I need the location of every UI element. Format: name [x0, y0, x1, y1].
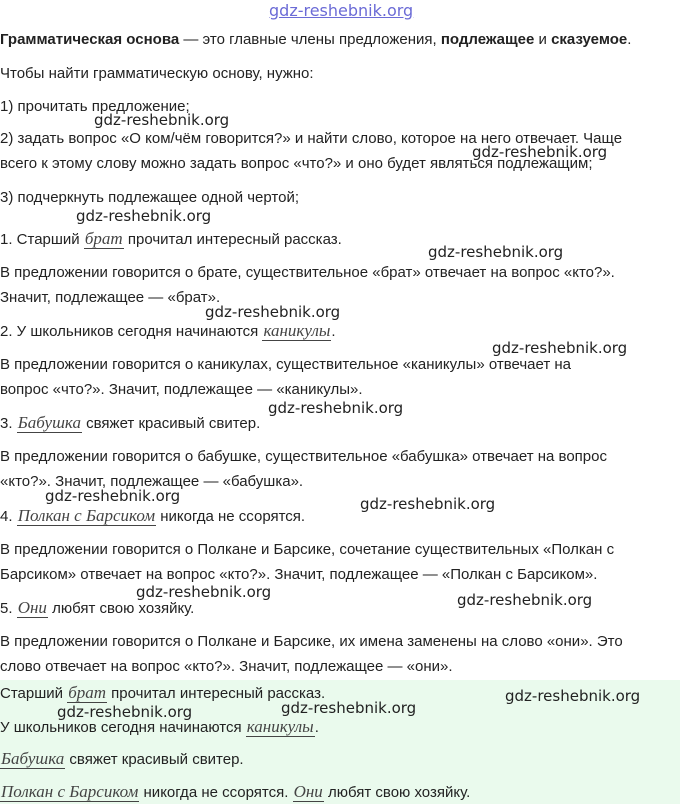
answer-text: Старший — [0, 685, 68, 702]
how-to-line: Чтобы найти грамматическую основу, нужно: — [0, 65, 314, 82]
step-3: 3) подчеркнуть подлежащее одной чертой; — [0, 189, 300, 206]
step-2-line-2: всего к этому слову можно задать вопрос «что?» и оно будет являться подлежащим; — [0, 155, 593, 172]
underlined-subject: Полкан с Барсиком — [1, 782, 139, 801]
example-4-explanation-2: Барсиком» отвечает на вопрос «кто?». Значит, подлежащее — «Полкан с Барсиком». — [0, 566, 598, 583]
step-2-line-1: 2) задать вопрос «О ком/чём говорится?» и найти слово, которое на него отвечает. Чаще — [0, 130, 623, 147]
example-4-sentence — [0, 503, 305, 529]
step-1: 1) прочитать предложение; — [0, 98, 190, 115]
watermark: gdz-reshebnik.org — [505, 687, 641, 705]
example-text: 3. — [0, 415, 17, 432]
example-5-explanation-1: В предложении говорится о Полкане и Барсике, их имена заменены на слово «они». Это — [0, 633, 623, 650]
example-text: свяжет красивый свитер. — [81, 415, 261, 432]
watermark: gdz-reshebnik.org — [428, 243, 564, 261]
underlined-subject: Бабушка — [1, 749, 65, 768]
watermark: gdz-reshebnik.org — [94, 111, 230, 129]
underlined-subject: Они — [17, 598, 47, 617]
answer-text: прочитал интересный рассказ. — [107, 685, 326, 702]
example-1-sentence — [0, 226, 342, 252]
example-text: 4. — [0, 508, 17, 525]
underlined-subject: брат — [84, 229, 123, 248]
answer-line-3 — [0, 746, 244, 772]
answer-line-4 — [0, 779, 470, 805]
underlined-subject: каникулы — [246, 717, 314, 736]
definition-text: — это главные члены предложения, — [179, 31, 441, 48]
watermark: gdz-reshebnik.org — [268, 399, 404, 417]
answer-text: У школьников сегодня начинаются — [0, 719, 246, 736]
watermark: gdz-reshebnik.org — [57, 703, 193, 721]
predicate-bold: сказуемое — [551, 31, 628, 48]
example-text: любят свою хозяйку. — [47, 600, 195, 617]
period: . — [627, 31, 632, 48]
watermark: gdz-reshebnik.org — [457, 591, 593, 609]
example-text: . — [331, 323, 336, 340]
watermark: gdz-reshebnik.org — [205, 303, 341, 321]
example-3-sentence — [0, 410, 260, 436]
subject-bold: подлежащее — [440, 31, 535, 48]
example-2-explanation-2: вопрос «что?». Значит, подлежащее — «каникулы». — [0, 381, 363, 398]
watermark: gdz-reshebnik.org — [76, 207, 212, 225]
example-text: прочитал интересный рассказ. — [123, 231, 342, 248]
example-3-explanation-1: В предложении говорится о бабушке, существительное «бабушка» отвечает на вопрос — [0, 448, 607, 465]
answer-text: любят свою хозяйку. — [323, 784, 471, 801]
answer-text: . — [314, 719, 319, 736]
and-text: и — [534, 31, 552, 48]
underlined-subject: Они — [293, 782, 323, 801]
watermark-top[interactable]: gdz-reshebnik.org — [269, 1, 414, 20]
watermark: gdz-reshebnik.org — [136, 583, 272, 601]
underlined-subject: Полкан с Барсиком — [17, 506, 156, 525]
definition-line — [0, 27, 631, 52]
example-1-explanation-2: Значит, подлежащее — «брат». — [0, 289, 221, 306]
example-text: никогда не ссорятся. — [156, 508, 306, 525]
example-text: 5. — [0, 600, 17, 617]
example-text: 2. У школьников сегодня начинаются — [0, 323, 263, 340]
example-text: 1. Старший — [0, 231, 84, 248]
underlined-subject: брат — [68, 683, 107, 702]
example-4-explanation-1: В предложении говорится о Полкане и Барсике, сочетание существительных «Полкан с — [0, 541, 615, 558]
watermark: gdz-reshebnik.org — [472, 143, 608, 161]
example-2-sentence — [0, 318, 336, 344]
term-bold: Грамматическая основа — [0, 31, 180, 48]
watermark: gdz-reshebnik.org — [360, 495, 496, 513]
underlined-subject: Бабушка — [17, 413, 81, 432]
answer-text: свяжет красивый свитер. — [65, 751, 244, 768]
watermark: gdz-reshebnik.org — [45, 487, 181, 505]
watermark: gdz-reshebnik.org — [492, 339, 628, 357]
answer-text: никогда не ссорятся. — [139, 784, 293, 801]
watermark: gdz-reshebnik.org — [281, 699, 417, 717]
example-2-explanation-1: В предложении говорится о каникулах, существительное «каникулы» отвечает на — [0, 356, 572, 373]
example-5-explanation-2: слово отвечает на вопрос «кто?». Значит, подлежащее — «они». — [0, 658, 453, 675]
example-3-explanation-2: «кто?». Значит, подлежащее — «бабушка». — [0, 473, 304, 490]
underlined-subject: каникулы — [263, 321, 331, 340]
example-1-explanation-1: В предложении говорится о брате, существительное «брат» отвечает на вопрос «кто?». — [0, 264, 615, 281]
